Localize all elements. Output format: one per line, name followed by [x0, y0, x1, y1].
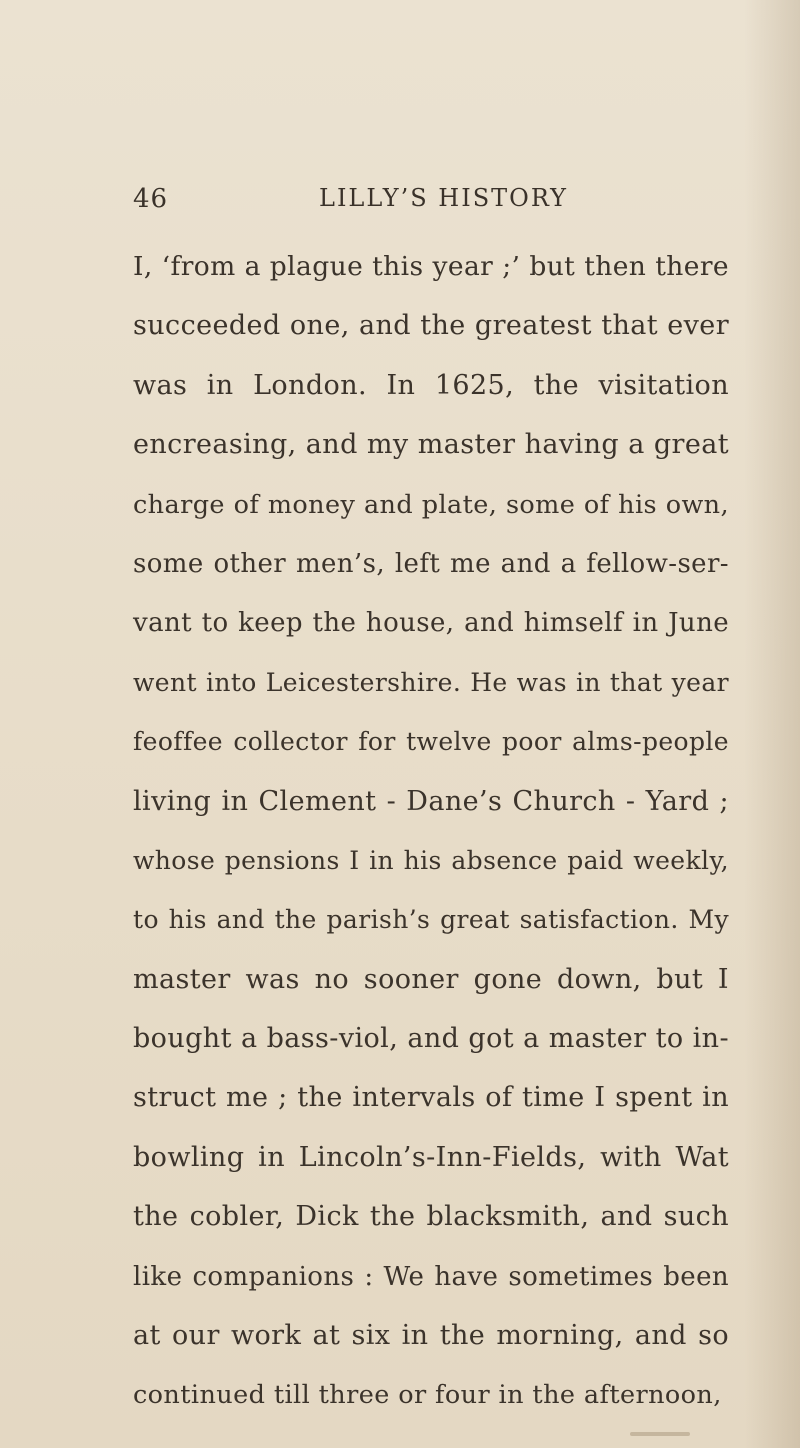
text-line: like companions : We have sometimes been: [133, 1261, 729, 1292]
text-line: was in London. In 1625, the visitation: [133, 369, 729, 401]
text-line: succeeded one, and the greatest that ever: [133, 310, 729, 342]
text-line: continued till three or four in the afternoon,: [133, 1380, 722, 1411]
text-line: some other men’s, left me and a fellow-ser-: [133, 548, 729, 579]
text-line: charge of money and plate, some of his own,: [133, 489, 729, 520]
text-line: bowling in Lincoln’s-Inn-Fields, with Wat: [133, 1141, 729, 1173]
page-stain: [630, 1432, 690, 1436]
page-header: [133, 184, 573, 224]
text-line: bought a bass-viol, and got a master to in-: [133, 1023, 729, 1055]
running-title: LILLY’S HISTORY: [319, 184, 569, 212]
text-line: went into Leicestershire. He was in that year: [133, 667, 729, 697]
text-line: master was no sooner gone down, but I: [133, 963, 729, 995]
body-text: [133, 247, 729, 1435]
text-line: the cobler, Dick the blacksmith, and such: [133, 1201, 729, 1233]
text-line: I, ‘from a plague this year ;’ but then there: [133, 251, 729, 282]
text-line: encreasing, and my master having a great: [133, 429, 729, 461]
page-number: 46: [133, 184, 169, 214]
text-line: at our work at six in the morning, and so: [133, 1320, 729, 1352]
text-line: living in Clement - Dane’s Church - Yard ;: [133, 785, 729, 817]
text-line: vant to keep the house, and himself in June: [133, 608, 729, 639]
text-line: feoffee collector for twelve poor alms-people: [133, 727, 729, 757]
text-line: to his and the parish’s great satisfaction. My: [133, 905, 729, 935]
text-line: whose pensions I in his absence paid weekly,: [133, 845, 729, 875]
text-line: struct me ; the intervals of time I spent in: [133, 1082, 729, 1114]
